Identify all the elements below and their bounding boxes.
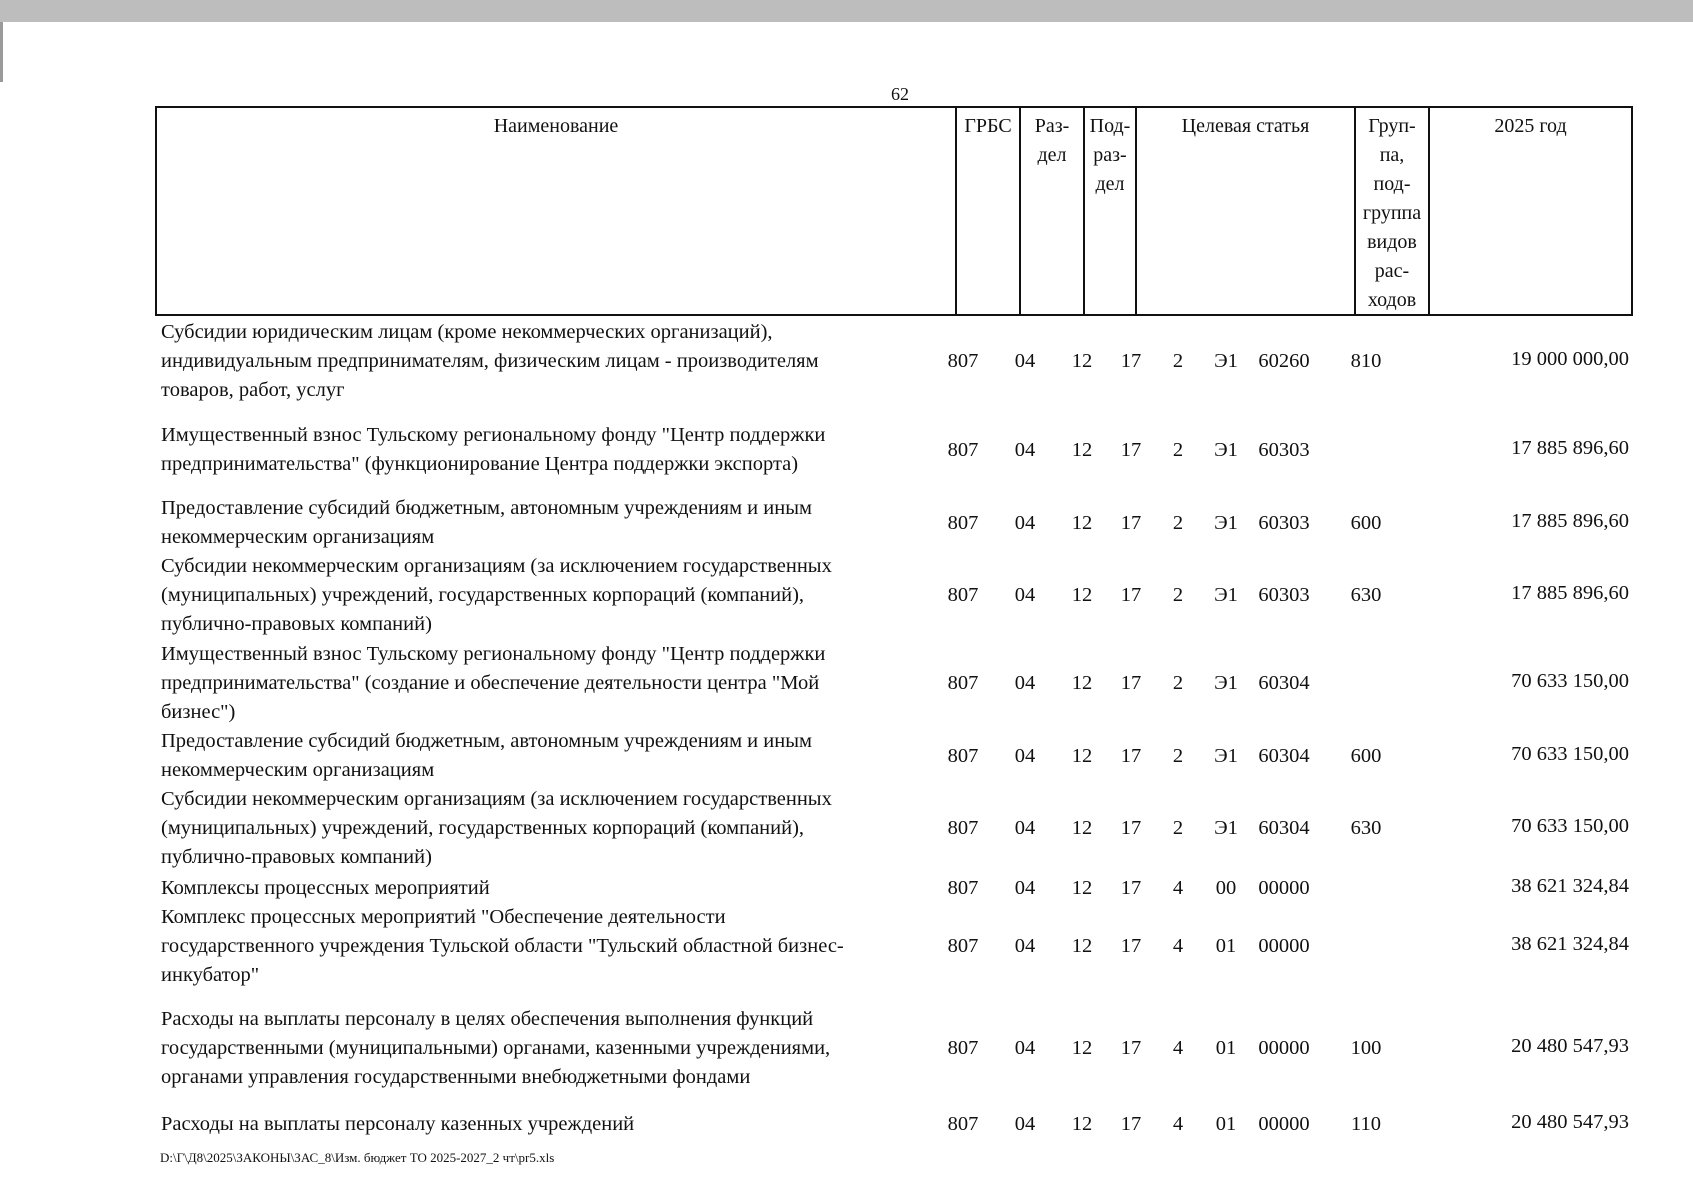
- row-cs2: 2: [1172, 672, 1184, 694]
- row-cs2: 2: [1172, 744, 1184, 767]
- row-name: [161, 1005, 951, 1092]
- row-amount: 19 000 000,00: [1511, 348, 1629, 370]
- header-razdel-line: Раз-: [1034, 115, 1070, 137]
- row-cs4: 60303: [1258, 438, 1310, 461]
- row-cs1: 17: [1120, 817, 1142, 839]
- header-podrazdel-line: раз-: [1093, 144, 1127, 166]
- row-cs2: 4: [1172, 1113, 1184, 1135]
- row-grbs: 807: [947, 744, 979, 767]
- row-group: 110: [1351, 1113, 1381, 1135]
- row-group: 600: [1350, 744, 1382, 767]
- row-grbs: 807: [947, 438, 979, 461]
- row-cs1: 17: [1120, 1037, 1142, 1059]
- row-podrazdel: 12: [1071, 744, 1093, 767]
- header-group-line: группа: [1362, 202, 1422, 224]
- header-grbs: [955, 108, 1019, 314]
- row-name-line: некоммерческим организациям: [161, 526, 435, 548]
- row-razdel: 04: [1014, 935, 1036, 957]
- row-cs4: 60303: [1258, 584, 1310, 606]
- row-amount: 20 480 547,93: [1511, 1035, 1629, 1057]
- row-name-line: Предоставление субсидий бюджетным, автономным учреждениям и иным: [161, 497, 812, 519]
- scan-edge-left: [0, 22, 3, 82]
- row-cs1: 17: [1120, 1113, 1142, 1135]
- row-cs3: 00: [1215, 877, 1237, 899]
- row-cs3: 01: [1215, 1037, 1237, 1059]
- row-name: [161, 421, 951, 479]
- row-name-line: Субсидии юридическим лицам (кроме некоммерческих организаций),: [161, 321, 773, 343]
- header-group-line: ходов: [1367, 289, 1417, 311]
- row-name-line: Расходы на выплаты персоналу в целях обеспечения выполнения функций: [161, 1008, 814, 1030]
- row-name: [161, 494, 951, 552]
- row-group: 630: [1350, 584, 1382, 606]
- row-cs4: 00000: [1258, 1037, 1310, 1059]
- row-podrazdel: 12: [1071, 877, 1093, 899]
- row-grbs: 807: [947, 935, 979, 957]
- row-cs3: 01: [1215, 935, 1237, 957]
- row-cs3: Э1: [1214, 511, 1238, 534]
- row-cs2: 4: [1172, 935, 1184, 957]
- row-razdel: 04: [1014, 817, 1036, 839]
- row-cs2: 2: [1172, 511, 1184, 534]
- row-podrazdel: 12: [1071, 511, 1093, 534]
- row-name-line: государственного учреждения Тульской области "Тульский областной бизнес-: [161, 935, 844, 957]
- row-name-line: Предоставление субсидий бюджетным, автономным учреждениям и иным: [161, 730, 812, 752]
- row-amount: 17 885 896,60: [1511, 582, 1629, 604]
- page-number: 62: [891, 84, 909, 104]
- header-group-line: рас-: [1374, 260, 1410, 282]
- row-cs2: 2: [1172, 584, 1184, 606]
- row-name-line: Расходы на выплаты персоналу казенных учреждений: [161, 1113, 635, 1135]
- row-cs4: 00000: [1258, 935, 1310, 957]
- row-grbs: 807: [947, 1037, 979, 1059]
- row-grbs: 807: [947, 350, 979, 372]
- row-cs2: 4: [1172, 877, 1184, 899]
- row-group: 600: [1350, 511, 1382, 534]
- row-podrazdel: 12: [1071, 584, 1093, 606]
- row-cs3: Э1: [1214, 584, 1238, 606]
- row-cs1: 17: [1120, 584, 1142, 606]
- row-amount: 17 885 896,60: [1511, 509, 1629, 532]
- row-name-line: Имущественный взнос Тульскому региональному фонду "Центр поддержки: [161, 643, 826, 665]
- row-amount: 70 633 150,00: [1511, 742, 1629, 765]
- header-target-label: Целевая статья: [1181, 115, 1310, 137]
- row-amount: 38 621 324,84: [1511, 875, 1629, 897]
- row-grbs: 807: [947, 511, 979, 534]
- row-name: [161, 874, 951, 903]
- row-cs3: Э1: [1214, 817, 1238, 839]
- row-grbs: 807: [947, 584, 979, 606]
- row-cs2: 2: [1172, 438, 1184, 461]
- row-razdel: 04: [1014, 744, 1036, 767]
- header-group: [1354, 108, 1430, 314]
- row-grbs: 807: [947, 1113, 979, 1135]
- row-name: [161, 1110, 951, 1139]
- header-year-label: 2025 год: [1494, 115, 1567, 137]
- row-cs1: 17: [1120, 511, 1142, 534]
- scan-edge-top: [0, 0, 1693, 22]
- row-razdel: 04: [1014, 350, 1036, 372]
- row-cs3: Э1: [1214, 672, 1238, 694]
- row-podrazdel: 12: [1071, 935, 1093, 957]
- row-name: [161, 727, 951, 785]
- row-name-line: предпринимательства" (создание и обеспечение деятельности центра "Мой: [161, 672, 820, 694]
- row-name-line: (муниципальных) учреждений, государственных корпораций (компаний),: [161, 817, 805, 839]
- row-name: [161, 552, 951, 639]
- row-amount: 20 480 547,93: [1511, 1111, 1629, 1133]
- row-name-line: государственными (муниципальными) органами, казенными учреждениями,: [161, 1037, 831, 1059]
- row-podrazdel: 12: [1071, 817, 1093, 839]
- row-name-line: Комплексы процессных мероприятий: [161, 877, 490, 899]
- row-podrazdel: 12: [1071, 672, 1093, 694]
- header-group-line: под-: [1373, 173, 1411, 195]
- row-cs4: 60304: [1258, 744, 1310, 767]
- header-target: [1135, 108, 1354, 314]
- row-razdel: 04: [1014, 1037, 1036, 1059]
- header-year: [1430, 108, 1631, 314]
- row-amount: 70 633 150,00: [1511, 815, 1629, 837]
- row-name-line: индивидуальным предпринимателям, физическим лицам - производителям: [161, 350, 819, 372]
- row-name-line: бизнес"): [161, 701, 236, 723]
- row-grbs: 807: [947, 672, 979, 694]
- row-podrazdel: 12: [1071, 1113, 1093, 1135]
- row-razdel: 04: [1014, 438, 1036, 461]
- row-cs1: 17: [1120, 935, 1142, 957]
- header-group-line: видов: [1367, 231, 1417, 253]
- row-group: 810: [1350, 350, 1382, 372]
- header-grbs-label: ГРБС: [964, 115, 1012, 137]
- header-name: [157, 108, 955, 314]
- header-razdel: [1019, 108, 1083, 314]
- row-razdel: 04: [1014, 877, 1036, 899]
- row-cs2: 4: [1172, 1037, 1184, 1059]
- row-name-line: (муниципальных) учреждений, государственных корпораций (компаний),: [161, 584, 805, 606]
- header-name-label: Наименование: [493, 115, 619, 137]
- row-grbs: 807: [947, 817, 979, 839]
- row-podrazdel: 12: [1071, 438, 1093, 461]
- row-name-line: Субсидии некоммерческим организациям (за исключением государственных: [161, 788, 832, 810]
- row-cs1: 17: [1120, 672, 1142, 694]
- row-cs1: 17: [1120, 744, 1142, 767]
- row-cs4: 00000: [1258, 1113, 1310, 1135]
- row-razdel: 04: [1014, 672, 1036, 694]
- row-cs3: 01: [1215, 1113, 1237, 1135]
- row-amount: 70 633 150,00: [1511, 670, 1629, 692]
- row-grbs: 807: [947, 877, 979, 899]
- row-cs3: Э1: [1214, 350, 1238, 372]
- row-name-line: Комплекс процессных мероприятий "Обеспечение деятельности: [161, 906, 726, 928]
- row-name: [161, 785, 951, 872]
- header-group-line: па,: [1379, 144, 1405, 166]
- row-name: [161, 640, 951, 727]
- row-amount: 38 621 324,84: [1511, 933, 1629, 955]
- row-group: 630: [1350, 817, 1382, 839]
- row-name-line: предпринимательства" (функционирование Центра поддержки экспорта): [161, 453, 799, 475]
- row-razdel: 04: [1014, 1113, 1036, 1135]
- row-cs2: 2: [1172, 817, 1184, 839]
- row-podrazdel: 12: [1071, 350, 1093, 372]
- row-group: 100: [1350, 1037, 1382, 1059]
- row-name: [161, 903, 951, 990]
- header-podrazdel: [1083, 108, 1135, 314]
- row-name-line: Имущественный взнос Тульскому региональному фонду "Центр поддержки: [161, 424, 826, 446]
- row-cs4: 00000: [1258, 877, 1310, 899]
- row-cs3: Э1: [1214, 744, 1238, 767]
- row-name: [161, 318, 951, 405]
- table-header: [155, 106, 1633, 316]
- header-podrazdel-line: Под-: [1089, 115, 1131, 137]
- row-cs2: 2: [1172, 350, 1184, 372]
- header-podrazdel-line: дел: [1095, 173, 1125, 195]
- row-name-line: инкубатор": [161, 964, 260, 986]
- header-razdel-line: дел: [1037, 144, 1067, 166]
- row-cs4: 60303: [1258, 511, 1310, 534]
- row-razdel: 04: [1014, 511, 1036, 534]
- row-name-line: публично-правовых компаний): [161, 613, 432, 635]
- row-name-line: органами управления государственными внебюджетными фондами: [161, 1066, 751, 1088]
- row-cs4: 60260: [1258, 350, 1310, 372]
- footer-file-path: D:\Г\Д8\2025\ЗАКОНЫ\ЗАС_8\Изм. бюджет ТО 2025-2027_2 чт\pr5.xls: [160, 1150, 555, 1165]
- row-name-line: Субсидии некоммерческим организациям (за исключением государственных: [161, 555, 832, 577]
- row-cs1: 17: [1120, 877, 1142, 899]
- row-razdel: 04: [1014, 584, 1036, 606]
- row-cs1: 17: [1120, 438, 1142, 461]
- row-amount: 17 885 896,60: [1511, 436, 1629, 459]
- row-cs3: Э1: [1214, 438, 1238, 461]
- row-cs4: 60304: [1258, 672, 1310, 694]
- row-name-line: публично-правовых компаний): [161, 846, 432, 868]
- row-podrazdel: 12: [1071, 1037, 1093, 1059]
- header-group-line: Груп-: [1368, 115, 1416, 137]
- row-cs4: 60304: [1258, 817, 1310, 839]
- row-name-line: некоммерческим организациям: [161, 759, 435, 781]
- row-cs1: 17: [1120, 350, 1142, 372]
- row-name-line: товаров, работ, услуг: [161, 379, 345, 401]
